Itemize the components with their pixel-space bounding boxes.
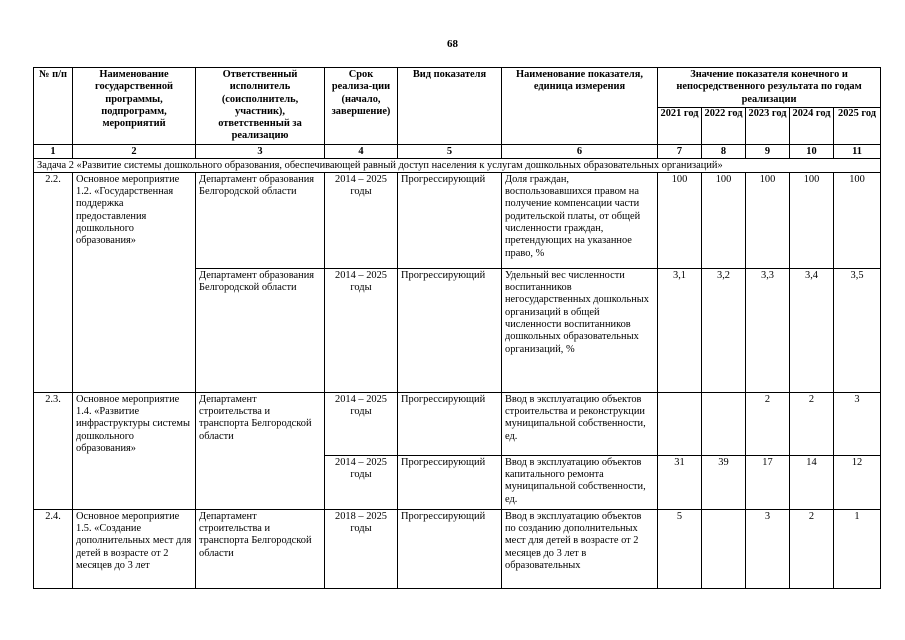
indicator-name: Ввод в эксплуатацию объектов строительства и реконструкции муниципальной собственности, ед. [502, 392, 658, 455]
value-2024: 14 [790, 455, 834, 509]
executor: Департамент образования Белгородской области [196, 268, 325, 392]
column-number: 2 [73, 144, 196, 158]
page-number: 68 [447, 38, 458, 50]
column-number: 9 [746, 144, 790, 158]
value-2021: 100 [658, 172, 702, 268]
indicator-name: Удельный вес численности воспитанников негосударственных дошкольных организаций в общей численности воспитанников дошкольных образовательных организаций, % [502, 268, 658, 392]
header-number: № п/п [34, 68, 73, 145]
column-number: 11 [834, 144, 881, 158]
executor: Департамент строительства и транспорта Белгородской области [196, 509, 325, 588]
value-2022 [702, 509, 746, 588]
value-2025: 1 [834, 509, 881, 588]
task-row [34, 158, 881, 172]
activity-name: Основное мероприятие 1.2. «Государственная поддержка предоставления дошкольного образования» [73, 172, 196, 392]
executor: Департамент строительства и транспорта Белгородской области [196, 392, 325, 509]
header-program-name: Наименование государственной программы, подпрограмм, мероприятий [73, 68, 196, 145]
indicator-kind: Прогрессирующий [398, 509, 502, 588]
value-2021: 5 [658, 509, 702, 588]
indicator-name: Ввод в эксплуатацию объектов капитального ремонта муниципальной собственности, ед. [502, 455, 658, 509]
indicator-kind: Прогрессирующий [398, 268, 502, 392]
header-executor: Ответственный исполнитель (соисполнитель, участник), ответственный за реализацию [196, 68, 325, 145]
value-2021 [658, 392, 702, 455]
header-year: 2024 год [790, 107, 834, 144]
value-2022: 100 [702, 172, 746, 268]
value-2023: 17 [746, 455, 790, 509]
period: 2018 – 2025 годы [325, 509, 398, 588]
header-year: 2021 год [658, 107, 702, 144]
header-values-group: Значение показателя конечного и непосредственного результата по годам реализации [658, 68, 881, 108]
value-2024: 2 [790, 509, 834, 588]
table-row [34, 509, 881, 588]
header-indicator-kind: Вид показателя [398, 68, 502, 145]
row-number: 2.2. [34, 172, 73, 392]
column-numbers-row [34, 144, 881, 158]
indicators-table [33, 67, 881, 589]
value-2024: 2 [790, 392, 834, 455]
column-number: 1 [34, 144, 73, 158]
value-2025: 3,5 [834, 268, 881, 392]
period: 2014 – 2025 годы [325, 392, 398, 455]
value-2023: 3 [746, 509, 790, 588]
table-row [34, 392, 881, 455]
value-2023: 2 [746, 392, 790, 455]
value-2025: 100 [834, 172, 881, 268]
value-2024: 3,4 [790, 268, 834, 392]
column-number: 4 [325, 144, 398, 158]
indicator-name: Ввод в эксплуатацию объектов по созданию дополнительных мест для детей в возрасте от 2 месяцев до 3 лет в образовательных [502, 509, 658, 588]
value-2021: 3,1 [658, 268, 702, 392]
executor: Департамент образования Белгородской области [196, 172, 325, 268]
indicator-name: Доля граждан, воспользовавшихся правом на получение компенсации части родительской платы, от общей численности граждан, претендующих на указанное право, % [502, 172, 658, 268]
value-2025: 3 [834, 392, 881, 455]
value-2025: 12 [834, 455, 881, 509]
column-number: 3 [196, 144, 325, 158]
row-number: 2.4. [34, 509, 73, 588]
column-number: 5 [398, 144, 502, 158]
table-header [34, 68, 881, 145]
indicator-kind: Прогрессирующий [398, 455, 502, 509]
value-2024: 100 [790, 172, 834, 268]
value-2022: 39 [702, 455, 746, 509]
activity-name: Основное мероприятие 1.4. «Развитие инфраструктуры системы дошкольного образования» [73, 392, 196, 509]
value-2021: 31 [658, 455, 702, 509]
column-number: 7 [658, 144, 702, 158]
value-2023: 3,3 [746, 268, 790, 392]
indicator-kind: Прогрессирующий [398, 172, 502, 268]
header-year: 2022 год [702, 107, 746, 144]
activity-name: Основное мероприятие 1.5. «Создание дополнительных мест для детей в возрасте от 2 месяцев до 3 лет [73, 509, 196, 588]
header-period: Срок реализа-ции (начало, завершение) [325, 68, 398, 145]
header-year: 2023 год [746, 107, 790, 144]
value-2022: 3,2 [702, 268, 746, 392]
period: 2014 – 2025 годы [325, 455, 398, 509]
period: 2014 – 2025 годы [325, 172, 398, 268]
column-number: 10 [790, 144, 834, 158]
header-year: 2025 год [834, 107, 881, 144]
task-title: Задача 2 «Развитие системы дошкольного образования, обеспечивающей равный доступ населения к услугам дошкольных образовательных организаций» [34, 158, 881, 172]
value-2022 [702, 392, 746, 455]
value-2023: 100 [746, 172, 790, 268]
column-number: 8 [702, 144, 746, 158]
row-number: 2.3. [34, 392, 73, 509]
header-indicator-name: Наименование показателя, единица измерения [502, 68, 658, 145]
column-number: 6 [502, 144, 658, 158]
indicator-kind: Прогрессирующий [398, 392, 502, 455]
table-row [34, 172, 881, 268]
period: 2014 – 2025 годы [325, 268, 398, 392]
